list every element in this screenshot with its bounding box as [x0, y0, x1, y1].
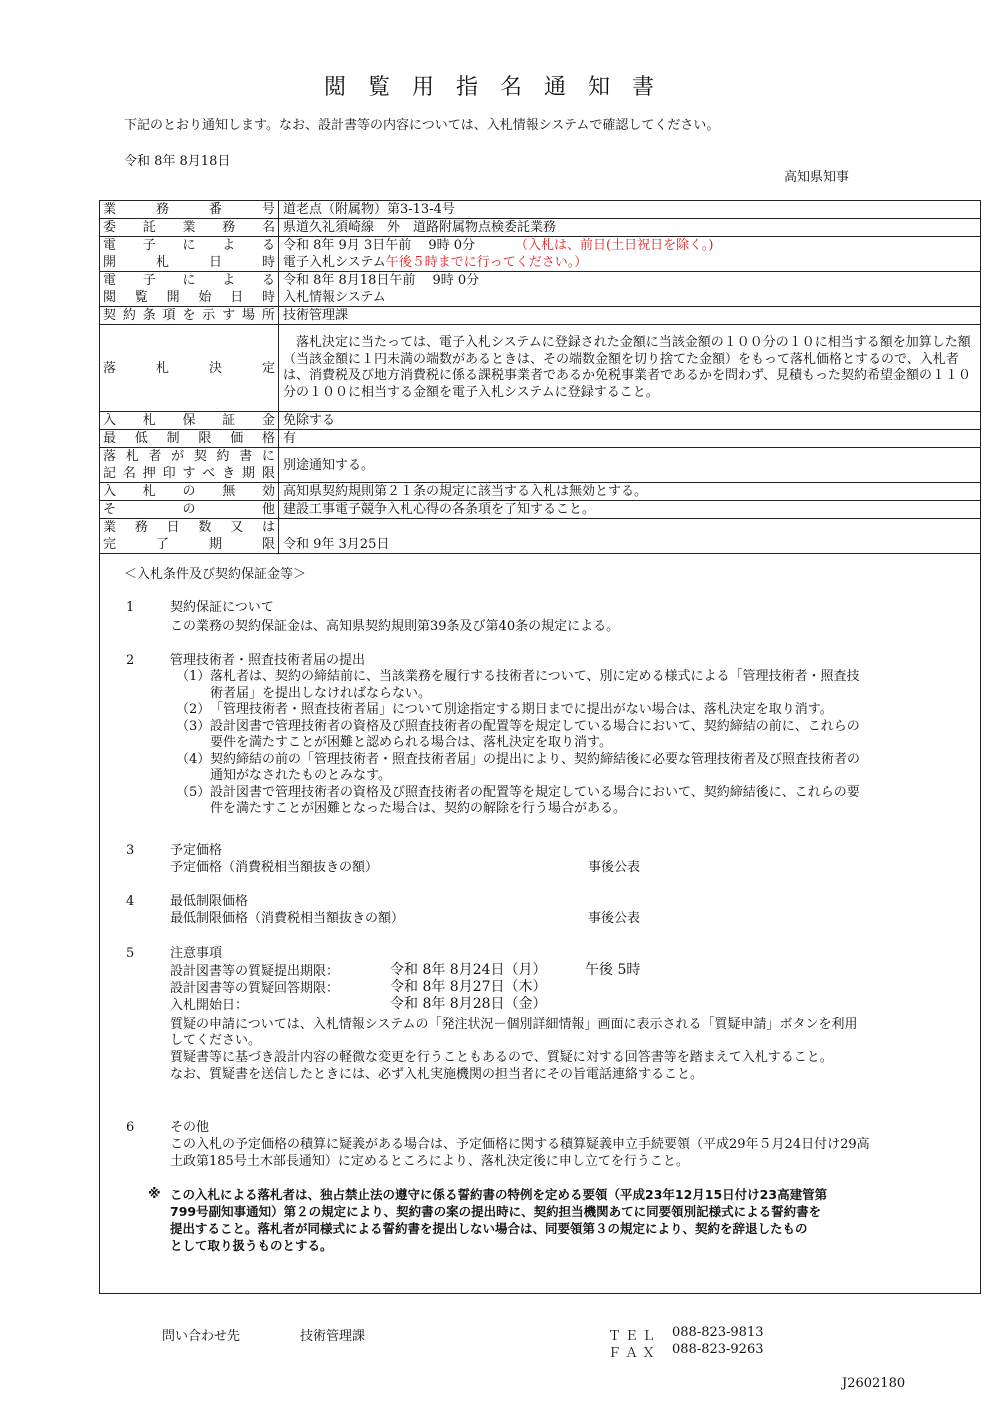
- label-text: 落 札 決 定: [103, 360, 275, 376]
- note-line-3: 提出すること。落札者が同様式による誓約書を提出しない場合は、同要領第３の規定により、契約を辞退したもの: [170, 1221, 808, 1236]
- s2-item-text: 設計図書で管理技術者の資格及び照査技術者の配置等を規定している場合において、契約締結の前に、これらの 要件を満たすことが困難と認められる場合は、落札決定を取り消す。: [210, 718, 860, 750]
- label-text: 入 札 保 証 金: [103, 413, 275, 428]
- label-text: 委 託 業 務 名: [103, 220, 275, 235]
- tel-label: ＴＥＬ: [608, 1329, 660, 1344]
- s6-num: 6: [126, 1120, 135, 1135]
- s5-p1b: してください。: [170, 1033, 262, 1048]
- s2-item-text: 「管理技術者・照査技術者届」について別途指定する期日までに提出がない場合は、落札決定を取り消す。: [210, 702, 833, 717]
- label-kanryo: [100, 519, 279, 554]
- fax-label: ＦＡＸ: [608, 1346, 660, 1361]
- note-line-4: として取り扱うものとする。: [170, 1238, 333, 1253]
- etsuran-system: 入札情報システム: [283, 290, 386, 305]
- document-id: J2602180: [842, 1376, 906, 1391]
- s5-r2-date: 令和 8年 8月27日（木）: [390, 979, 547, 995]
- s2-item: [176, 719, 946, 752]
- s5-num: 5: [126, 946, 135, 961]
- notice-text: 下記のとおり通知します。なお、設計書等の内容については、入札情報システムで確認してください。: [124, 118, 720, 133]
- s5-title: 注意事項: [170, 946, 223, 961]
- s5-r3-label: 入札開始日：: [170, 998, 249, 1013]
- s2-item-num: （3）: [176, 718, 211, 734]
- s2-item-text: 落札者は、契約の締結前に、当該業務を履行する技術者について、別に定める様式による「管理技術者・照査技 術者届」を提出しなければならない。: [210, 669, 860, 701]
- value-gyomu-bango: 道老点（附属物）第3-13-4号: [279, 201, 981, 219]
- s5-r2-label: 設計図書等の質疑回答期限：: [170, 981, 340, 996]
- kaisatsu-system: 電子入札システム: [283, 255, 386, 270]
- label-text: 業 務 日 数 又 は: [103, 520, 275, 535]
- contact-dept: 技術管理課: [300, 1329, 366, 1344]
- s2-title: 管理技術者・照査技術者届の提出: [170, 653, 366, 668]
- s2-num: 2: [126, 653, 135, 668]
- label-kimei: [100, 448, 279, 483]
- s2-item-num: （2）: [176, 702, 211, 717]
- label-rakusatsu: [100, 325, 279, 412]
- s2-item-num: （5）: [176, 784, 211, 800]
- s6-b1: この入札の予定価格の積算に疑義がある場合は、予定価格に関する積算疑義申立手続要領（平成29年５月24日付け29高: [170, 1137, 870, 1152]
- value-kimei: 別途通知する。: [279, 448, 981, 483]
- s6-b2: 土政第185号土木部長通知）に定めるところにより、落札決定後に申し立てを行うこと。: [170, 1154, 689, 1169]
- label-text: そ の 他: [103, 502, 275, 517]
- label-keiyaku-basho: [100, 307, 279, 325]
- s3-label: 予定価格（消費税相当額抜きの額）: [170, 860, 379, 875]
- s5-r1-time: 午後 5時: [585, 962, 641, 978]
- label-text: 開 札 日 時: [103, 255, 275, 270]
- conditions-heading: ＜入札条件及び契約保証金等＞: [124, 567, 307, 582]
- s5-r3-date: 令和 8年 8月28日（金）: [390, 996, 547, 1012]
- label-text: 電 子 に よ る: [103, 238, 275, 253]
- s2-item-num: （1）: [176, 669, 211, 684]
- label-hosho: [100, 412, 279, 430]
- value-kaisatsu: [279, 237, 981, 272]
- note-line-2: 799号副知事通知）第２の規定により、契約書の案の提出時に、契約担当機関あてに同要領別記様式による誓約書を: [170, 1204, 822, 1219]
- s5-r1-date: 令和 8年 8月24日（月）: [390, 962, 547, 978]
- label-gyomu-bango: [100, 201, 279, 219]
- s2-item: [176, 702, 946, 719]
- label-text: 最 低 制 限 価 格: [103, 431, 275, 446]
- s5-p1a: 質疑の申請については、入札情報システムの「発注状況－個別詳細情報」画面に表示される「質疑申請」ボタンを利用: [170, 1017, 858, 1032]
- s5-r1-label: 設計図書等の質疑提出期限：: [170, 964, 340, 979]
- label-itaku-gyomu: [100, 219, 279, 237]
- s4-title: 最低制限価格: [170, 894, 249, 909]
- label-text: 入 札 の 無 効: [103, 484, 275, 499]
- kaisatsu-note: （入札は、前日(土日祝日を除く。): [515, 238, 714, 253]
- s2-item-text: 契約締結の前の「管理技術者・照査技術者届」の提出により、契約締結後に必要な管理技術者及び照査技術者の 通知がなされたものとみなす。: [210, 751, 861, 783]
- s4-label: 最低制限価格（消費税相当額抜きの額）: [170, 911, 405, 926]
- label-text: 契 約 条 項 を 示 す 場 所: [103, 308, 275, 323]
- value-sonota: 建設工事電子競争入札心得の各条項を了知すること。: [279, 501, 981, 519]
- label-etsuran: [100, 272, 279, 307]
- label-text: 閲 覧 開 始 日 時: [103, 290, 275, 305]
- etsuran-time: 午前 9時 0分: [389, 273, 480, 288]
- note-mark: ※: [148, 1187, 161, 1202]
- s2-item: [176, 785, 946, 818]
- value-rakusatsu: 落札決定に当たっては、電子入札システムに登録された金額に当該金額の１００分の１０に相当する額を加算した額（当該金額に１円未満の端数があるときは、その端数金額を切り捨てた金額）をもって落札価格とするので、入札者は、消費税及び地方消費税に係る課税事業者であるか免税事業者であるかを問わず、見積もった契約希望金額の１１０分の１００に相当する金額を電子入札システムに登録すること。: [279, 325, 981, 412]
- label-saitei: [100, 430, 279, 448]
- value-mukou: 高知県契約規則第２１条の規定に該当する入札は無効とする。: [279, 483, 981, 501]
- label-sonota: [100, 501, 279, 519]
- issuer: 高知県知事: [784, 170, 850, 185]
- label-text: 完 了 期 限: [103, 537, 275, 552]
- label-mukou: [100, 483, 279, 501]
- tel-number: 088-823-9813: [672, 1325, 764, 1340]
- s5-p3: なお、質疑書を送信したときには、必ず入札実施機関の担当者にその旨電話連絡すること。: [170, 1067, 704, 1082]
- value-kanryo: 令和 9年 3月25日: [279, 519, 981, 554]
- value-saitei: 有: [279, 430, 981, 448]
- value-keiyaku-basho: 技術管理課: [279, 307, 981, 325]
- s5-p2: 質疑書等に基づき設計内容の軽微な変更を行うこともあるので、質疑に対する回答書等を踏まえて入札すること。: [170, 1050, 833, 1065]
- s2-items: [176, 669, 946, 818]
- etsuran-date: 令和 8年 8月18日: [283, 273, 390, 288]
- fax-number: 088-823-9263: [672, 1342, 764, 1357]
- page-title: 閲覧用指名通知書: [323, 75, 676, 100]
- value-etsuran: [279, 272, 981, 307]
- s1-title: 契約保証について: [170, 600, 274, 615]
- label-text: 落 札 者 が 契 約 書 に: [103, 449, 275, 464]
- s3-value: 事後公表: [588, 860, 641, 875]
- s6-title: その他: [170, 1120, 210, 1135]
- label-text: 業 務 番 号: [103, 202, 275, 217]
- s2-item-text: 設計図書で管理技術者の資格及び照査技術者の配置等を規定している場合において、契約締結後に、これらの要 件を満たすことが困難となった場合は、契約の解除を行う場合がある。: [210, 784, 860, 816]
- value-hosho: 免除する: [279, 412, 981, 430]
- note-line-1: この入札による落札者は、独占禁止法の遵守に係る誓約書の特例を定める要領（平成23年12月15日付け23高建管第: [170, 1187, 828, 1202]
- kaisatsu-note-2: 午後５時までに行ってください。）: [385, 255, 588, 270]
- kaisatsu-date: 令和 8年 9月 3日: [283, 238, 386, 253]
- label-text: 電 子 に よ る: [103, 273, 275, 288]
- s2-item-num: （4）: [176, 751, 211, 767]
- s3-num: 3: [126, 843, 135, 858]
- s2-item: [176, 752, 946, 785]
- kaisatsu-time: 午前 9時 0分: [385, 238, 476, 253]
- notice-date: 令和 8年 8月18日: [124, 154, 231, 169]
- s1-body: この業務の契約保証金は、高知県契約規則第39条及び第40条の規定による。: [170, 619, 620, 634]
- contact-label: 問い合わせ先: [162, 1329, 241, 1344]
- s4-num: 4: [126, 894, 135, 909]
- label-text: 記 名 押 印 す べ き 期 限: [103, 466, 275, 481]
- s4-value: 事後公表: [588, 911, 641, 926]
- info-table: [99, 200, 981, 554]
- value-itaku-gyomu: 県道久礼須崎線 外 道路附属物点検委託業務: [279, 219, 981, 237]
- s1-num: 1: [126, 600, 135, 615]
- s2-item: [176, 669, 946, 702]
- s3-title: 予定価格: [170, 843, 223, 858]
- label-kaisatsu: [100, 237, 279, 272]
